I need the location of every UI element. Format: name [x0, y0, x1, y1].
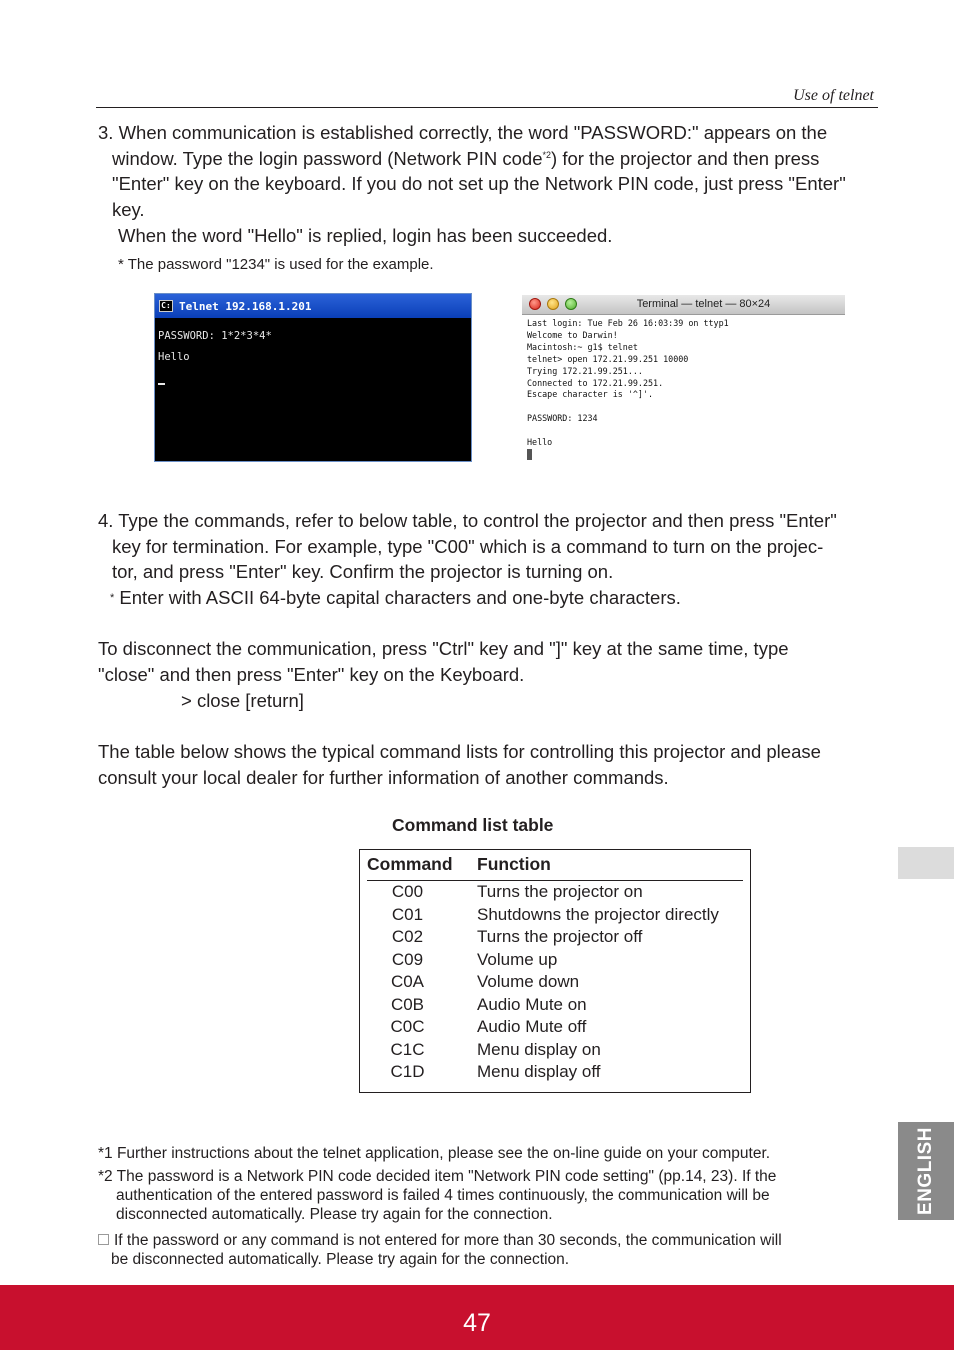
console-line: PASSWORD: 1*2*3*4* — [158, 330, 272, 342]
command-code: C09 — [391, 949, 424, 969]
table-row — [360, 949, 750, 972]
terminal-line: Escape character is '^]'. — [527, 389, 654, 400]
step3-line4: key. — [112, 199, 145, 220]
command-function: Menu display off — [477, 1062, 601, 1081]
footnote-2-line3: disconnected automatically. Please try again for the connection. — [116, 1206, 553, 1223]
console-line: Hello — [158, 351, 190, 363]
table-row — [360, 1039, 750, 1062]
step3-line2-left — [112, 146, 819, 172]
disconnect-line1: To disconnect the communication, press "Ctrl" key and "]" key at the same time, type — [98, 638, 789, 659]
console-cursor — [158, 368, 272, 389]
footnote-2-line2: authentication of the entered password is failed 4 times continuously, the communication will be — [116, 1187, 770, 1204]
disconnect-line2: "close" and then press "Enter" key on the Keyboard. — [98, 664, 525, 685]
terminal-cursor — [527, 449, 729, 461]
table-row — [360, 1061, 750, 1084]
mac-title-bar — [522, 295, 845, 315]
step3-line2-text: window. Type the login password (Network PIN code — [112, 148, 543, 169]
terminal-line: Last login: Tue Feb 26 16:03:39 on ttyp1 — [527, 318, 729, 328]
table-row — [360, 994, 750, 1017]
header-rule — [96, 107, 878, 108]
footnote-1: *1 Further instructions about the telnet application, please see the on-line guide on your computer. — [98, 1145, 771, 1162]
command-code: C1C — [390, 1039, 425, 1059]
footnote-2-line1: *2 The password is a Network PIN code decided item "Network PIN code setting" (pp.14, 23). If the — [98, 1168, 777, 1185]
command-function: Volume down — [477, 972, 580, 991]
step3-line2 — [112, 146, 874, 172]
page-number: 47 — [463, 1309, 491, 1337]
command-code: C1D — [390, 1062, 425, 1081]
terminal-line: PASSWORD: 1234 — [527, 413, 598, 424]
command-code: C0C — [390, 1017, 425, 1036]
terminal-line — [527, 401, 729, 413]
page-footer — [0, 1285, 954, 1350]
terminal-line: Connected to 172.21.99.251. — [527, 377, 664, 388]
mac-terminal-text — [527, 318, 729, 461]
language-tab — [898, 1122, 954, 1220]
table-row — [360, 971, 750, 994]
command-function: Menu display on — [477, 1039, 601, 1059]
windows-title-bar — [155, 294, 471, 318]
asterisk: * — [110, 592, 115, 604]
language-tab-label: ENGLISH — [915, 1127, 936, 1215]
step3-line2-text-b: ) for the projector and then press — [551, 148, 820, 169]
close-command: > close [return] — [181, 690, 304, 711]
step3-line3: "Enter" key on the keyboard. If you do not set up the Network PIN code, just press "Enter" — [112, 173, 846, 194]
command-table — [359, 849, 751, 1093]
command-code: C00 — [391, 882, 424, 901]
table-body — [360, 881, 750, 1084]
terminal-line: Welcome to Darwin! — [527, 329, 618, 340]
intro-line2: consult your local dealer for further information of another commands. — [98, 767, 669, 788]
command-function: Shutdowns the projector directly — [477, 904, 719, 924]
mac-terminal-window — [522, 295, 845, 465]
footnote-3-line1 — [98, 1231, 782, 1250]
header-command: Command — [367, 854, 453, 874]
running-header: Use of telnet — [793, 87, 874, 104]
command-code: C01 — [391, 904, 424, 924]
side-tab-marker — [898, 847, 954, 879]
step3-line5: When the word "Hello" is replied, login has been succeeded. — [118, 225, 613, 246]
command-code: C02 — [391, 927, 424, 946]
footnote-3-text: If the password or any command is not entered for more than 30 seconds, the communication will — [114, 1232, 782, 1249]
header-function: Function — [477, 854, 551, 874]
terminal-line: Macintosh:~ g1$ telnet — [527, 341, 638, 352]
command-function: Audio Mute off — [477, 1017, 587, 1036]
terminal-line: telnet> open 172.21.99.251 10000 — [527, 353, 689, 364]
step4-note — [110, 585, 681, 611]
footnote-ref: *2 — [542, 149, 552, 160]
mac-title: Terminal — telnet — 80×24 — [636, 298, 771, 310]
step4-note-text: Enter with ASCII 64-byte capital characters and one-byte characters. — [114, 587, 681, 608]
checkbox-icon — [98, 1234, 109, 1245]
command-function: Volume up — [477, 949, 558, 969]
step4-line1: 4. Type the commands, refer to below table, to control the projector and then press "Enter" — [98, 510, 837, 531]
table-row — [360, 926, 750, 949]
table-row — [360, 881, 750, 904]
windows-title: Telnet 192.168.1.201 — [179, 299, 312, 313]
step4-line3: tor, and press "Enter" key. Confirm the projector is turning on. — [112, 561, 614, 582]
command-function: Audio Mute on — [477, 994, 587, 1014]
step3-line1: 3. When communication is established correctly, the word "PASSWORD:" appears on the — [98, 122, 828, 143]
terminal-line — [527, 425, 729, 437]
command-code: C0A — [390, 972, 425, 991]
windows-console-text — [158, 326, 272, 389]
terminal-icon: C: — [159, 300, 173, 312]
table-caption: Command list table — [392, 815, 554, 835]
windows-telnet-window — [154, 293, 472, 462]
intro-line1: The table below shows the typical command lists for controlling this projector and please — [98, 741, 821, 762]
terminal-line: Hello — [527, 437, 553, 448]
command-function: Turns the projector on — [477, 882, 643, 901]
command-code: C0B — [390, 994, 425, 1014]
command-function: Turns the projector off — [477, 927, 643, 946]
table-row — [360, 904, 750, 927]
step4-line2: key for termination. For example, type "C00" which is a command to turn on the projec- — [112, 536, 824, 557]
table-row — [360, 1016, 750, 1039]
terminal-line: Trying 172.21.99.251... — [527, 365, 643, 376]
step3-note: * The password "1234" is used for the example. — [118, 256, 434, 273]
footnote-3-line2: be disconnected automatically. Please try again for the connection. — [111, 1251, 570, 1268]
